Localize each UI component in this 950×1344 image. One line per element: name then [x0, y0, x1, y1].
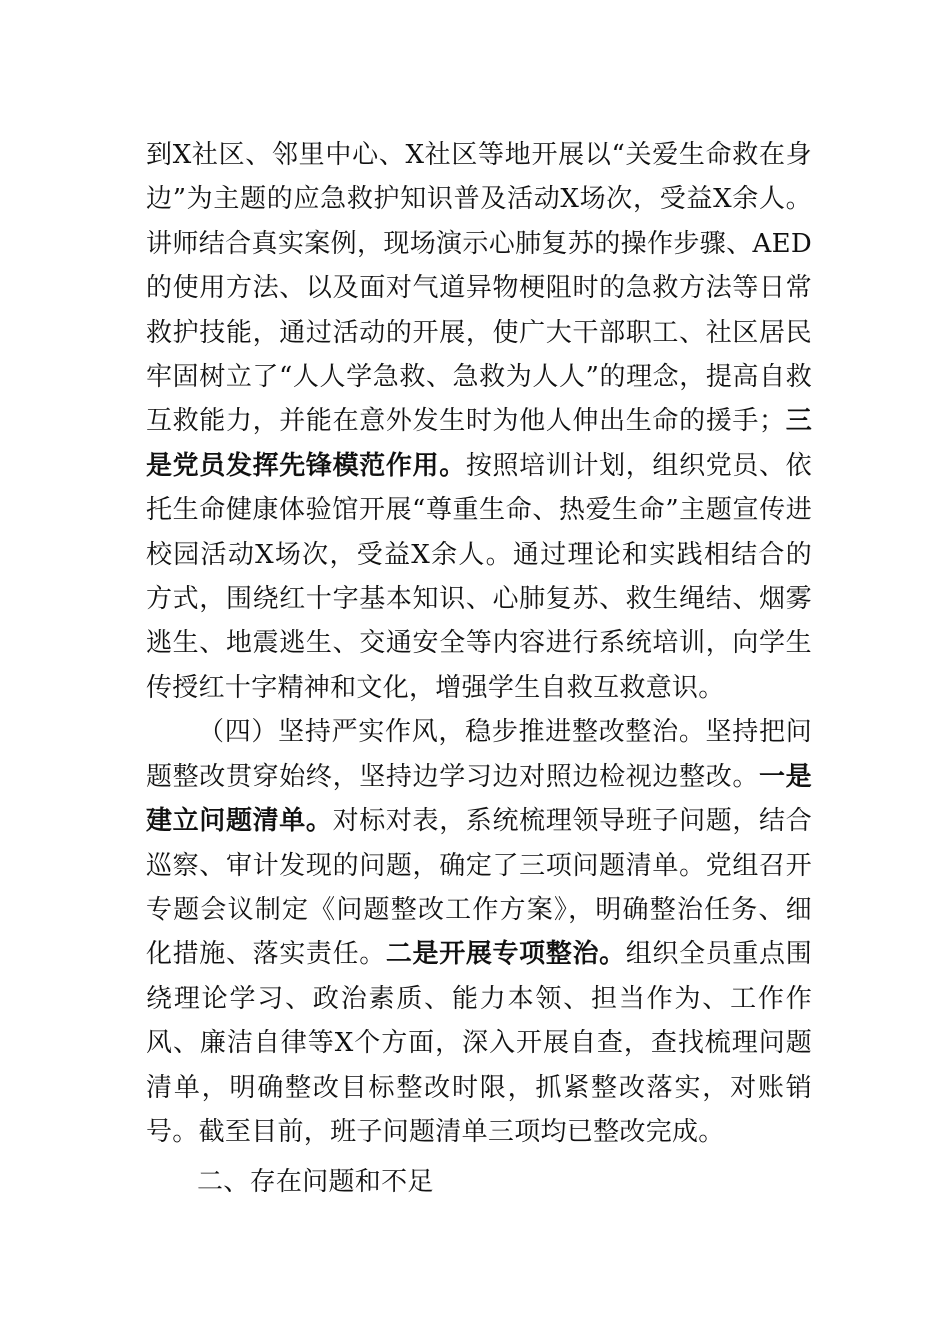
paragraph-text: 组织全员重点围绕理论学习、政治素质、能力本领、担当作为、工作作风、廉洁自律等X个方面，深入开展自查，查找梳理问题清单，明确整改目标整改时限，抓紧整改落实，对账销号。截至目前，班子问题清单三项均已整改完成。: [146, 939, 813, 1147]
document-body: [146, 133, 812, 1154]
section-heading: 二、存在问题和不足: [197, 1167, 434, 1197]
paragraph-rectification: [146, 710, 812, 1154]
bold-point-one: 一是建立问题清单。: [146, 761, 812, 837]
paragraph-text: （四）坚持严实作风，稳步推进整改整治。坚持把问题整改贯穿始终，坚持边学习边对照边检视边整改。: [146, 717, 812, 792]
paragraph-text: 对标对表，系统梳理领导班子问题，结合巡察、审计发现的问题，确定了三项问题清单。党组召开专题会议制定《问题整改工作方案》，明确整治任务、细化措施、落实责任。: [146, 806, 812, 970]
paragraph-text: 按照培训计划，组织党员、依托生命健康体验馆开展“尊重生命、热爱生命”主题宣传进校园活动X场次，受益X余人。通过理论和实践相结合的方式，围绕红十字基本知识、心肺复苏、救生绳结、烟雾逃生、地震逃生、交通安全等内容进行系统培训，向学生传授红十字精神和文化，增强学生自救互救意识。: [146, 450, 812, 703]
paragraph-text: 到X社区、邻里中心、X社区等地开展以“关爱生命救在身边”为主题的应急救护知识普及活动X场次，受益X余人。讲师结合真实案例，现场演示心肺复苏的操作步骤、AED的使用方法、以及面对气道异物梗阻时的急救方法等日常救护技能，通过活动的开展，使广大干部职工、社区居民牢固树立了“人人学急救、急救为人人”的理念，提高自救互救能力，并能在意外发生时为他人伸出生命的援手；: [146, 140, 812, 437]
paragraph-emergency-training: [146, 133, 812, 710]
bold-point-three: 三是党员发挥先锋模范作用。: [146, 406, 812, 481]
bold-point-two: 二是开展专项整治。: [385, 939, 626, 970]
